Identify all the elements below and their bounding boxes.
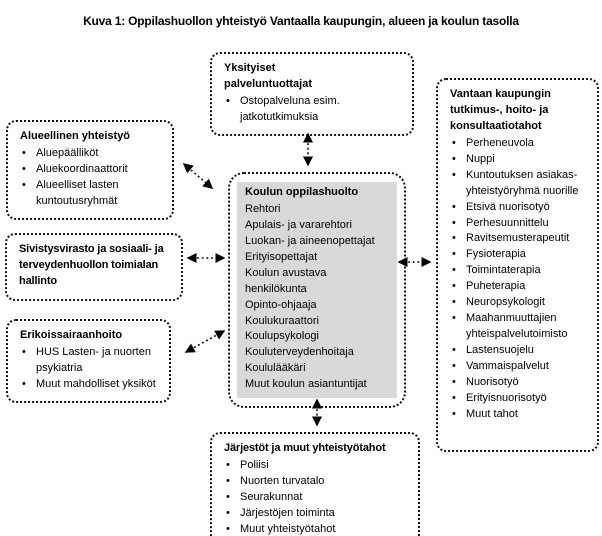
list-item-text: Opinto-ohjaaja xyxy=(245,298,317,311)
list-item xyxy=(17,162,163,178)
bullet-icon: • xyxy=(452,407,456,420)
list-item xyxy=(17,146,163,162)
list-item xyxy=(17,178,163,210)
list-item xyxy=(221,458,409,474)
list-item-text: Vammaispalvelut xyxy=(466,359,549,372)
private-providers-list xyxy=(221,94,403,126)
box-organizations xyxy=(210,432,420,536)
list-item-text: Apulais- ja vararehtori xyxy=(245,218,352,231)
school-welfare-heading: Koulun oppilashuolto xyxy=(245,186,359,198)
bullet-icon: • xyxy=(452,280,456,293)
list-item-text: Perhesuunnittelu xyxy=(466,216,549,229)
list-item xyxy=(245,202,389,218)
list-item xyxy=(447,200,588,216)
bullet-icon: • xyxy=(452,232,456,245)
bullet-icon: • xyxy=(226,522,230,535)
bullet-icon: • xyxy=(452,168,456,181)
bullet-icon: • xyxy=(452,296,456,309)
list-item xyxy=(447,168,588,200)
list-item-text: Toimintaterapia xyxy=(466,264,541,277)
list-item xyxy=(447,136,588,152)
list-item-text: Muut tahot xyxy=(466,407,518,420)
list-item-text: Koulukuraattori xyxy=(245,314,319,327)
figure-title: Kuva 1: Oppilashuollon yhteistyö Vantaalla kaupungin, alueen ja koulun tasolla xyxy=(83,14,519,28)
bullet-icon: • xyxy=(452,136,456,149)
list-item-text: Muut koulun asiantuntijat xyxy=(245,378,367,391)
list-item xyxy=(245,266,389,298)
list-item xyxy=(447,343,588,359)
list-item xyxy=(447,311,588,343)
list-item xyxy=(447,279,588,295)
list-item xyxy=(221,94,403,126)
private-providers-heading: Yksityiset palveluntuottajat xyxy=(224,62,313,90)
bullet-icon: • xyxy=(452,344,456,356)
bullet-icon: • xyxy=(22,162,26,175)
list-item xyxy=(447,295,588,311)
bullet-icon: • xyxy=(452,216,456,229)
organizations-heading: Järjestöt ja muut yhteistyötahot xyxy=(224,442,386,454)
list-item-text: Etsivä nuorisotyö xyxy=(466,200,550,213)
bullet-icon: • xyxy=(226,94,230,107)
administration-heading: Sivistysvirasto ja sosiaali- ja terveydenhuollon toimialan hallinto xyxy=(19,243,164,287)
list-item-text: Erityisnuorisotyö xyxy=(466,391,547,404)
list-item-text: Aluepäälliköt xyxy=(36,146,99,159)
list-item xyxy=(245,314,389,330)
list-item xyxy=(447,359,588,375)
list-item xyxy=(245,361,389,377)
list-item xyxy=(221,490,409,506)
list-item-text: Erityisopettajat xyxy=(245,250,318,263)
box-administration xyxy=(5,233,183,301)
list-item xyxy=(447,152,588,168)
list-item xyxy=(17,377,160,393)
list-item xyxy=(447,231,588,247)
bullet-icon: • xyxy=(452,200,456,213)
bullet-icon: • xyxy=(226,490,230,503)
school-welfare-panel xyxy=(237,182,397,398)
box-city-services xyxy=(436,78,599,452)
list-item xyxy=(245,345,389,361)
school-welfare-list xyxy=(245,202,389,393)
box-regional-cooperation xyxy=(6,120,174,220)
list-item-text: Neuropsykologit xyxy=(466,296,545,309)
bullet-icon: • xyxy=(452,375,456,388)
list-item xyxy=(221,522,409,536)
list-item xyxy=(245,298,389,314)
list-item-text: Kuntoutuksen asiakas-yhteistyöryhmä nuorille xyxy=(466,168,579,197)
list-item-text: Ravitsemusterapeutit xyxy=(466,232,570,245)
box-specialized-healthcare xyxy=(6,319,171,403)
bullet-icon: • xyxy=(452,264,456,277)
list-item-text: Nuorisotyö xyxy=(466,375,519,388)
arrow-specialized-school xyxy=(186,331,224,352)
bullet-icon: • xyxy=(22,377,26,390)
list-item-text: Koulun avustava henkilökunta xyxy=(245,266,327,295)
list-item-text: Lastensuojelu xyxy=(466,344,534,356)
list-item xyxy=(221,474,409,490)
list-item xyxy=(447,391,588,407)
organizations-list xyxy=(221,458,409,536)
list-item xyxy=(447,216,588,232)
list-item xyxy=(17,345,160,377)
list-item-text: Ostopalveluna esim. jatkotutkimuksia xyxy=(240,94,340,123)
bullet-icon: • xyxy=(226,458,230,471)
list-item-text: Muut yhteistyötahot xyxy=(240,522,336,535)
list-item-text: Kouluterveydenhoitaja xyxy=(245,346,354,359)
list-item-text: Aluekoordinaattorit xyxy=(36,162,128,175)
specialized-healthcare-list xyxy=(17,345,160,393)
list-item-text: Nuorten turvatalo xyxy=(240,474,325,487)
box-school-welfare xyxy=(228,172,406,408)
list-item xyxy=(245,377,389,393)
list-item-text: Poliisi xyxy=(240,458,269,471)
list-item-text: Perheneuvola xyxy=(466,136,534,149)
list-item xyxy=(447,263,588,279)
bullet-icon: • xyxy=(22,178,26,191)
list-item-text: Järjestöjen toiminta xyxy=(240,506,335,519)
bullet-icon: • xyxy=(452,248,456,261)
list-item-text: Rehtori xyxy=(245,202,281,215)
list-item xyxy=(447,247,588,263)
bullet-icon: • xyxy=(226,474,230,487)
list-item xyxy=(245,250,389,266)
list-item-text: Maahanmuuttajien yhteispalvelutoimisto xyxy=(466,312,568,341)
list-item-text: Fysioterapia xyxy=(466,248,526,261)
arrow-regional-school xyxy=(184,164,212,188)
list-item-text: Koulupsykologi xyxy=(245,330,319,343)
regional-cooperation-heading: Alueellinen yhteistyö xyxy=(20,130,131,142)
list-item-text: Koululääkäri xyxy=(245,362,306,375)
list-item xyxy=(221,506,409,522)
bullet-icon: • xyxy=(452,312,456,325)
list-item xyxy=(447,375,588,391)
list-item-text: Alueelliset lasten kuntoutusryhmät xyxy=(36,178,119,207)
list-item xyxy=(245,234,389,250)
bullet-icon: • xyxy=(22,146,26,159)
specialized-healthcare-heading: Erikoissairaanhoito xyxy=(20,329,123,341)
bullet-icon: • xyxy=(22,345,26,358)
bullet-icon: • xyxy=(452,391,456,404)
city-services-heading: Vantaan kaupungin tutkimus-, hoito- ja konsultaatiotahot xyxy=(450,88,551,132)
list-item xyxy=(447,407,588,423)
city-services-list xyxy=(447,136,588,423)
list-item-text: HUS Lasten- ja nuorten psykiatria xyxy=(36,345,151,374)
list-item-text: Seurakunnat xyxy=(240,490,303,503)
list-item-text: Puheterapia xyxy=(466,280,526,293)
bullet-icon: • xyxy=(226,506,230,519)
bullet-icon: • xyxy=(452,359,456,372)
list-item xyxy=(245,218,389,234)
list-item xyxy=(245,329,389,345)
list-item-text: Nuppi xyxy=(466,152,495,165)
regional-cooperation-list xyxy=(17,146,163,210)
box-private-providers xyxy=(210,52,414,136)
bullet-icon: • xyxy=(452,152,456,165)
list-item-text: Luokan- ja aineenopettajat xyxy=(245,234,375,247)
list-item-text: Muut mahdolliset yksiköt xyxy=(36,377,156,390)
